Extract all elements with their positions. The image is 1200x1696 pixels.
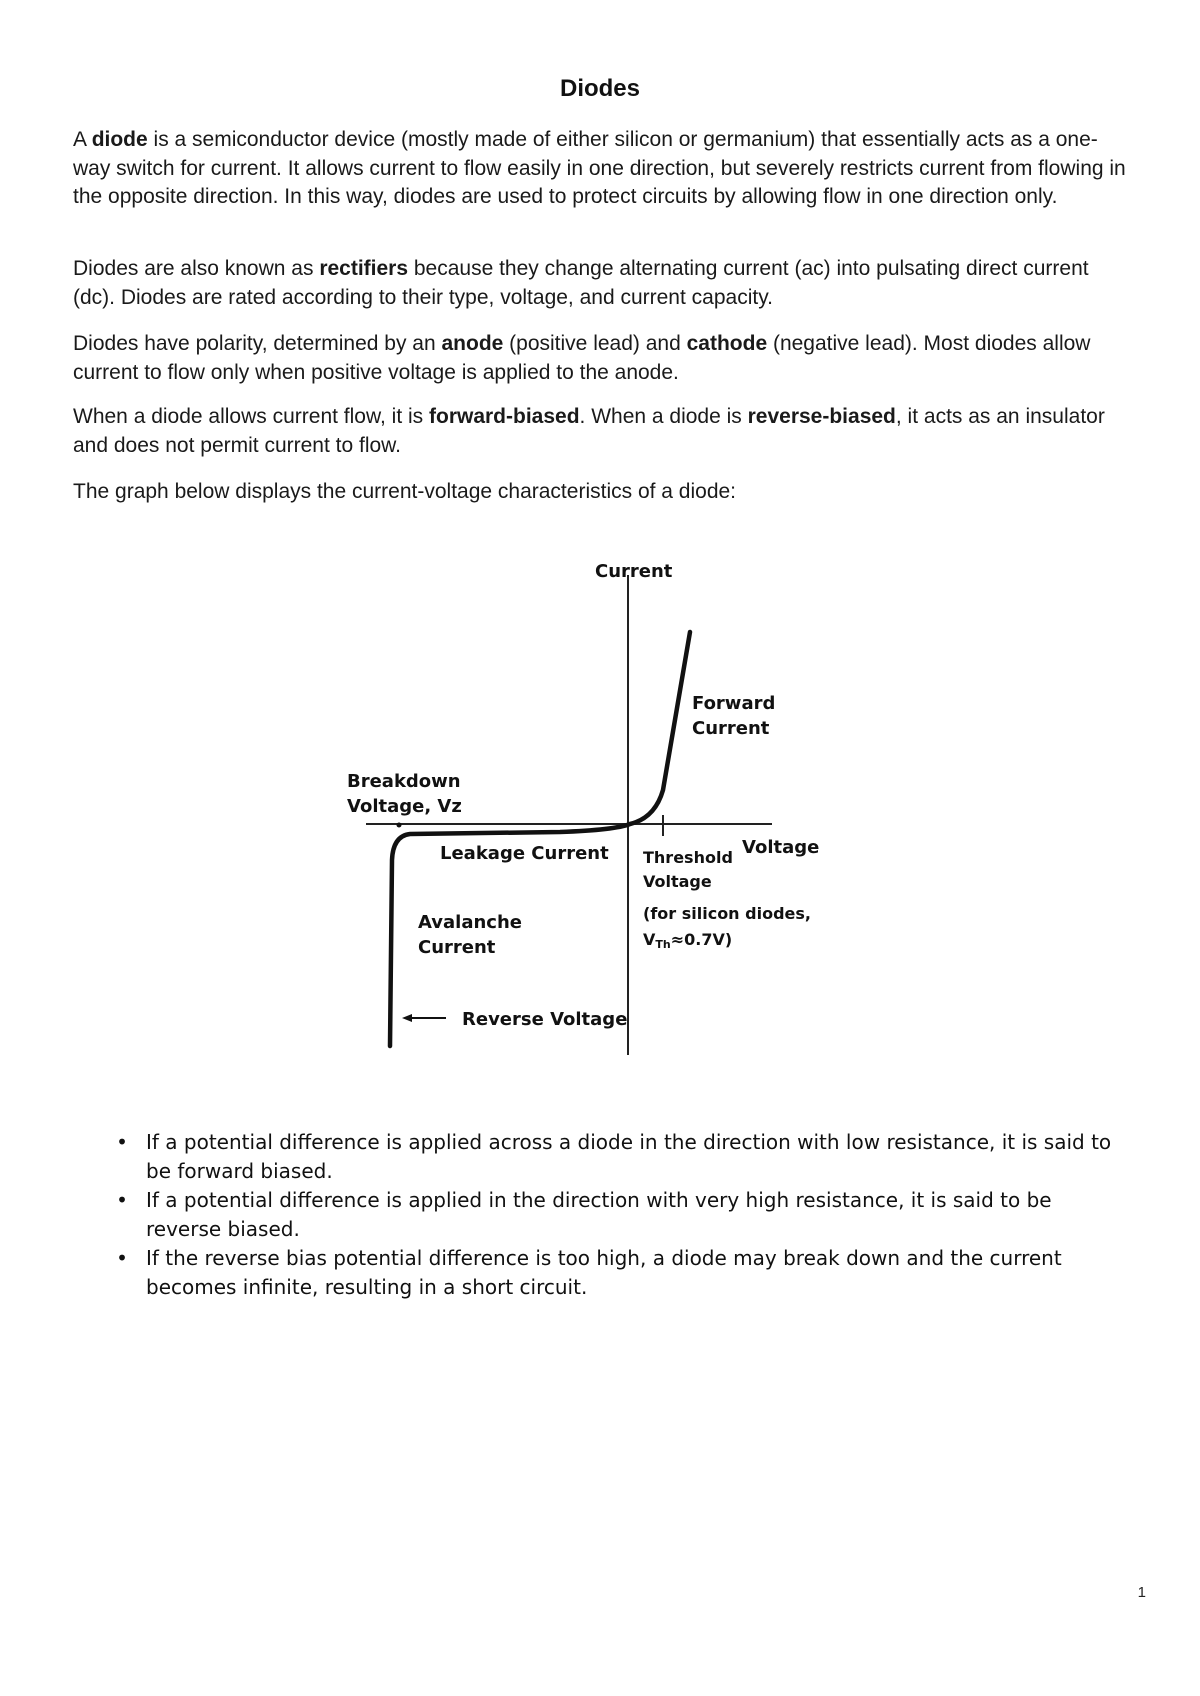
threshold-label-line2: Voltage (643, 872, 712, 891)
avalanche-label-line2: Current (418, 937, 496, 958)
text: (negative lead). Most diodes allow current to flow only when positive voltage is applied to the anode. (73, 332, 1091, 384)
text: Diodes have polarity, determined by an (73, 332, 442, 355)
vth-subscript: Th (655, 938, 671, 951)
list-item (110, 1186, 1130, 1244)
forward-current-label-line2: Current (692, 718, 770, 739)
text: is a semiconductor device (mostly made of either silicon or germanium) that essentially acts as a one-way switch for current. It allows current to flow easily in one direction, but severely restricts current from flowing in the opposite direction. In this way, diodes are used to protect circuits by allowing flow in one direction only. (73, 128, 1126, 208)
forward-current-label-line1: Forward (692, 693, 776, 714)
bold-term-anode: anode (441, 332, 504, 355)
voltage-axis-label: Voltage (742, 837, 820, 858)
bullet-text: If the reverse bias potential difference is too high, a diode may break down and the current becomes infinite, resulting in a short circuit. (146, 1246, 1062, 1299)
bullet-dot-icon: • (116, 1130, 128, 1154)
avalanche-label-line1: Avalanche (418, 912, 522, 933)
text: The graph below displays the current-voltage characteristics of a diode: (73, 480, 737, 503)
text: When a diode allows current flow, it is (73, 405, 429, 428)
bullet-text: If a potential difference is applied across a diode in the direction with low resistance, it is said to be forward biased. (146, 1130, 1112, 1183)
reverse-voltage-label: Reverse Voltage (462, 1009, 628, 1030)
bullet-list (110, 1128, 1130, 1302)
bold-term-reverse-biased: reverse-biased (747, 405, 896, 428)
breakdown-label-line1: Breakdown (347, 771, 461, 792)
list-item (110, 1128, 1130, 1186)
text: Diodes are also known as (73, 257, 320, 280)
bold-term-rectifiers: rectifiers (319, 257, 409, 280)
bullet-dot-icon: • (116, 1188, 128, 1212)
bullet-dot-icon: • (116, 1246, 128, 1270)
threshold-label-line1: Threshold (643, 848, 733, 867)
text: . When a diode is (579, 405, 748, 428)
bold-term-cathode: cathode (686, 332, 768, 355)
text: A (73, 128, 92, 151)
arrow-head-icon (402, 1014, 412, 1022)
silicon-note-line2 (643, 930, 732, 951)
breakdown-label-line2: Voltage, Vz (347, 796, 462, 817)
list-item (110, 1244, 1130, 1302)
bullet-text: If a potential difference is applied in the direction with very high resistance, it is said to be reverse biased. (146, 1188, 1052, 1241)
breakdown-point (397, 823, 402, 828)
leakage-current-label: Leakage Current (440, 843, 609, 864)
page-title: Diodes (559, 75, 640, 102)
current-axis-label: Current (595, 561, 673, 582)
text: (positive lead) and (503, 332, 687, 355)
vth-value: ≈0.7V) (670, 930, 733, 949)
bold-term-diode: diode (91, 128, 148, 151)
iv-curve (390, 632, 690, 1046)
bold-term-forward-biased: forward-biased (429, 405, 580, 428)
text: because they change alternating current (ac) into pulsating direct current (dc). Diodes are rated according to their type, voltage, and current capacity. (73, 257, 1089, 309)
text: , it acts as an insulator and does not permit current to flow. (73, 405, 1105, 457)
vth-symbol: V (643, 930, 656, 949)
page-number: 1 (1137, 1584, 1146, 1601)
silicon-note-line1: (for silicon diodes, (643, 904, 811, 923)
